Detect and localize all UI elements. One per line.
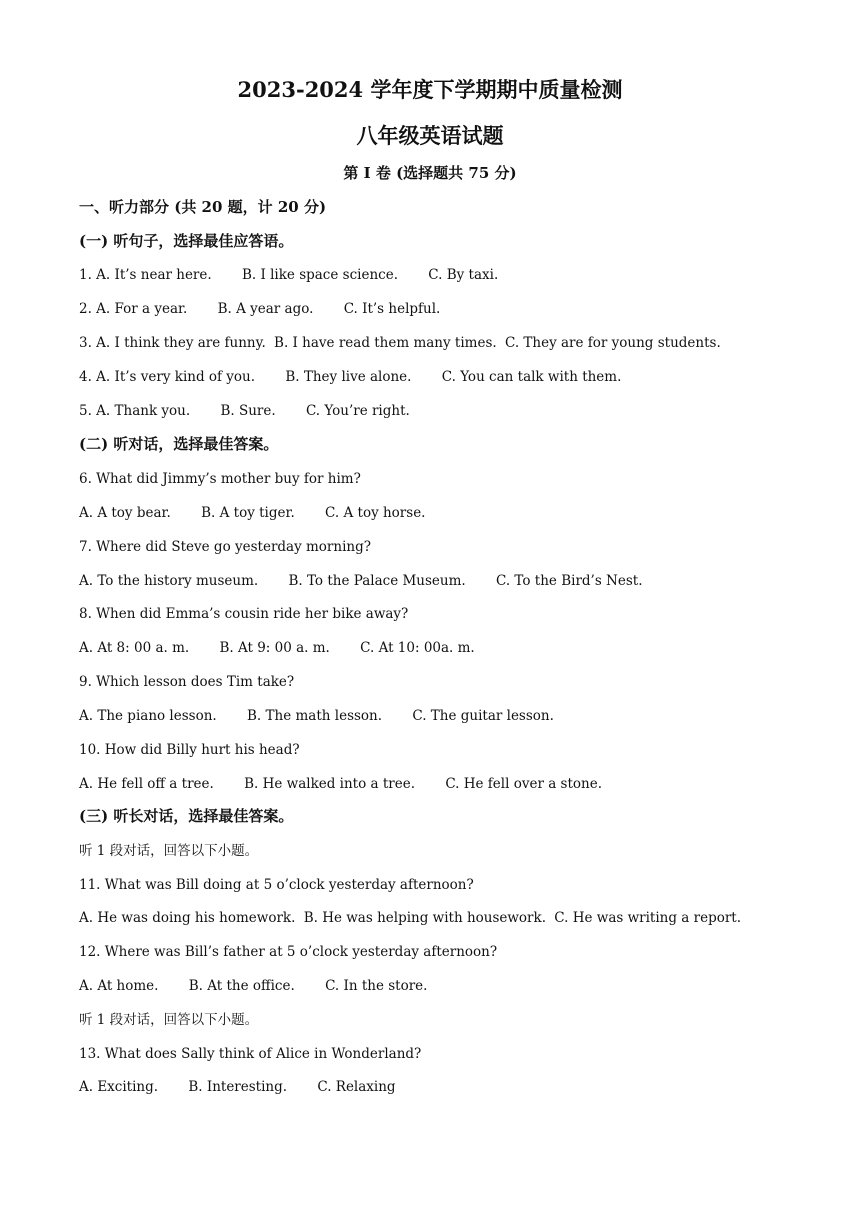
- question-11: 11. What was Bill doing at 5 o’clock yesterday afternoon?: [79, 877, 474, 893]
- q6-option-a: A. A toy bear.: [79, 505, 171, 521]
- q10-option-c: C. He fell over a stone.: [445, 776, 603, 792]
- q6-option-b: B. A toy tiger.: [201, 505, 295, 521]
- q5-option-c: C. You’re right.: [305, 403, 410, 419]
- q7-option-b: B. To the Palace Museum.: [288, 573, 466, 589]
- question-3-options: [79, 334, 725, 352]
- q2-option-a: 2. A. For a year.: [79, 301, 188, 317]
- dialogue-intro-2: 听 1 段对话，回答以下小题。: [79, 1012, 259, 1028]
- question-2-options: [79, 300, 440, 318]
- q4-option-c: C. You can talk with them.: [441, 369, 622, 385]
- q13-option-a: A. Exciting.: [79, 1079, 159, 1095]
- q1-option-c: C. By taxi.: [428, 267, 499, 283]
- question-8-options: [79, 639, 475, 657]
- q13-option-c: C. Relaxing: [317, 1079, 396, 1095]
- exam-subtitle: 八年级英语试题: [356, 123, 504, 148]
- q7-option-c: C. To the Bird’s Nest.: [496, 573, 643, 589]
- question-10: 10. How did Billy hurt his head?: [79, 742, 300, 758]
- question-5-options: [79, 402, 410, 420]
- q9-option-a: A. The piano lesson.: [79, 708, 217, 724]
- q4-option-b: B. They live alone.: [285, 369, 412, 385]
- q1-option-a: 1. A. It’s near here.: [79, 267, 212, 283]
- section-title: 一、听力部分 (共 20 题，计 20 分): [79, 198, 327, 216]
- part-label: 第 I 卷 (选择题共 75 分): [343, 164, 517, 182]
- exam-title: 2023-2024 学年度下学期期中质量检测: [237, 77, 623, 102]
- question-4-options: [79, 368, 621, 386]
- q5-option-a: 5. A. Thank you.: [79, 403, 191, 419]
- q1-option-b: B. I like space science.: [241, 267, 398, 283]
- q4-option-a: 4. A. It’s very kind of you.: [79, 369, 256, 385]
- q8-option-c: C. At 10: 00a. m.: [360, 640, 475, 656]
- q11-option-c: C. He was writing a report.: [554, 910, 742, 926]
- q10-option-a: A. He fell off a tree.: [79, 776, 214, 792]
- q12-option-a: A. At home.: [79, 978, 159, 994]
- part3-title: (三) 听长对话，选择最佳答案。: [79, 807, 294, 825]
- q9-option-b: B. The math lesson.: [247, 708, 383, 724]
- q11-option-b: B. He was helping with housework.: [303, 910, 546, 926]
- q2-option-c: C. It’s helpful.: [343, 301, 441, 317]
- q8-option-b: B. At 9: 00 a. m.: [219, 640, 330, 656]
- question-8: 8. When did Emma’s cousin ride her bike away?: [79, 606, 409, 622]
- question-9: 9. Which lesson does Tim take?: [79, 674, 295, 690]
- q6-option-c: C. A toy horse.: [325, 505, 426, 521]
- question-13-options: [79, 1078, 396, 1096]
- q2-option-b: B. A year ago.: [217, 301, 314, 317]
- q11-option-a: A. He was doing his homework.: [79, 910, 296, 926]
- q10-option-b: B. He walked into a tree.: [244, 776, 416, 792]
- q7-option-a: A. To the history museum.: [79, 573, 259, 589]
- question-12-options: [79, 977, 427, 995]
- q3-option-a: 3. A. I think they are funny.: [79, 335, 266, 351]
- question-6-options: [79, 504, 425, 522]
- question-6: 6. What did Jimmy’s mother buy for him?: [79, 471, 361, 487]
- q13-option-b: B. Interesting.: [188, 1079, 288, 1095]
- question-12: 12. Where was Bill’s father at 5 o’clock yesterday afternoon?: [79, 944, 498, 960]
- question-9-options: [79, 707, 554, 725]
- question-13: 13. What does Sally think of Alice in Wonderland?: [79, 1046, 422, 1062]
- question-11-options: [79, 909, 745, 927]
- part1-title: (一) 听句子，选择最佳应答语。: [79, 232, 294, 250]
- q8-option-a: A. At 8: 00 a. m.: [79, 640, 190, 656]
- question-7: 7. Where did Steve go yesterday morning?: [79, 539, 371, 555]
- question-10-options: [79, 775, 602, 793]
- q12-option-c: C. In the store.: [325, 978, 428, 994]
- q3-option-b: B. I have read them many times.: [274, 335, 497, 351]
- question-7-options: [79, 572, 643, 590]
- dialogue-intro-1: 听 1 段对话，回答以下小题。: [79, 843, 259, 859]
- q3-option-c: C. They are for young students.: [504, 335, 721, 351]
- question-1-options: [79, 266, 498, 284]
- q5-option-b: B. Sure.: [220, 403, 276, 419]
- q9-option-c: C. The guitar lesson.: [412, 708, 554, 724]
- part2-title: (二) 听对话，选择最佳答案。: [79, 435, 279, 453]
- q12-option-b: B. At the office.: [188, 978, 295, 994]
